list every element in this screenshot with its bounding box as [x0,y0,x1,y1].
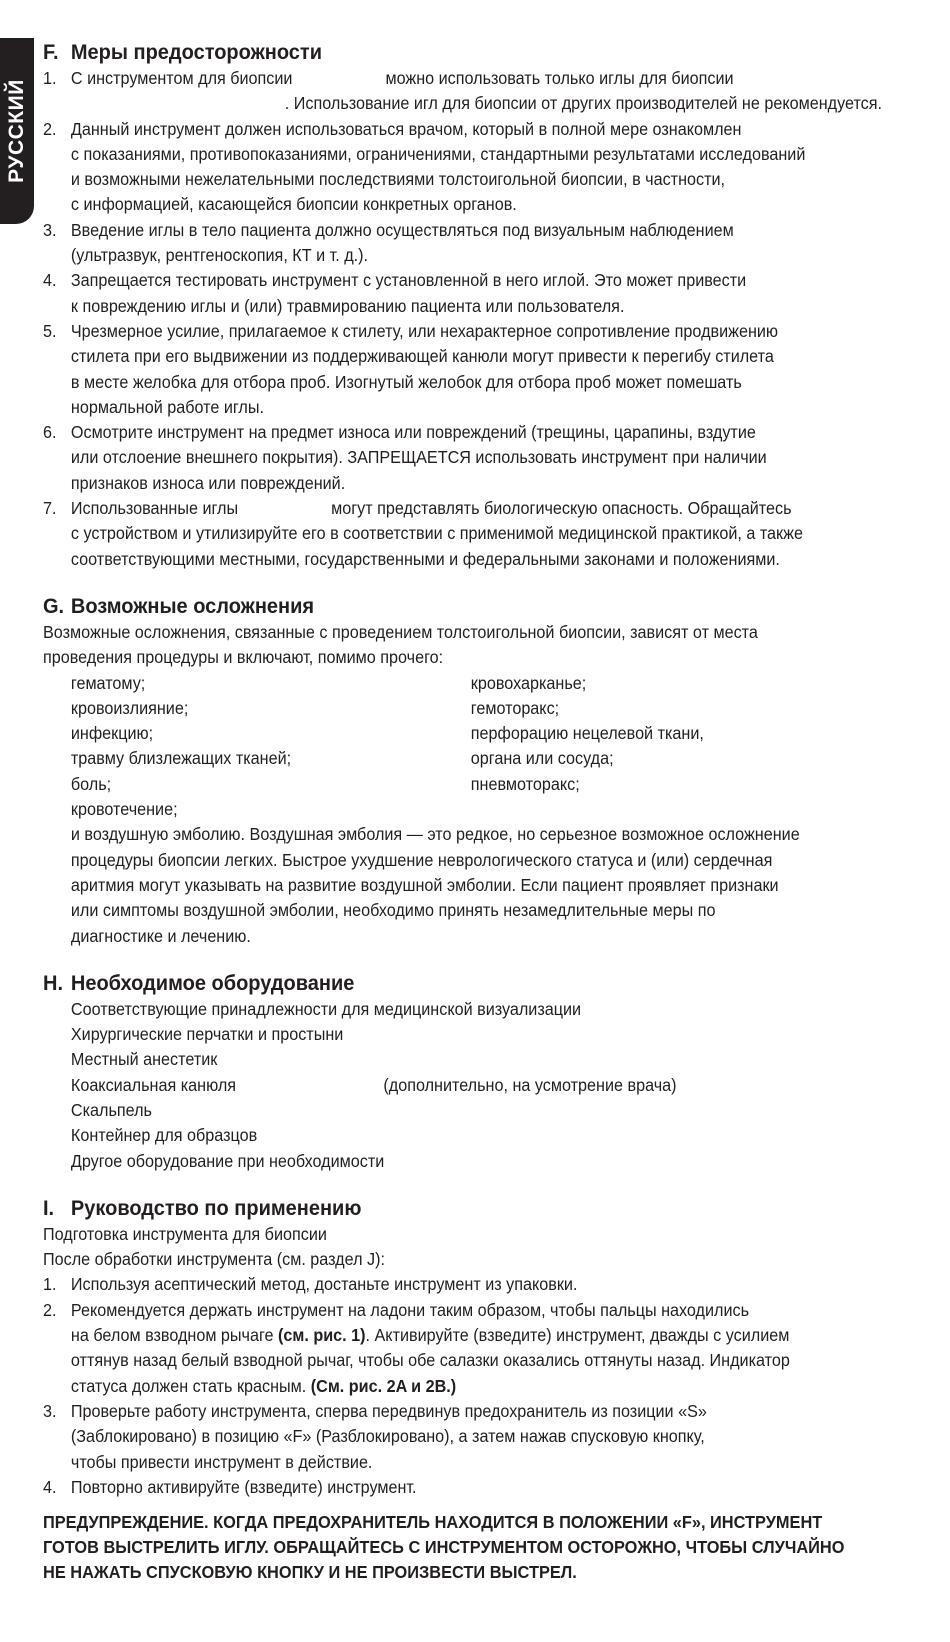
item-line [71,218,843,243]
section-precautions [43,38,883,572]
item-line [71,192,843,217]
language-tab [0,38,34,224]
intro-line: проведения процедуры и включают, помимо прочего: [43,647,444,668]
document-body [43,38,883,1585]
equipment-item [43,1022,843,1047]
instructions-intro: После обработки инструмента (см. раздел J): [43,1249,385,1270]
item-text: нормальной работе иглы. [70,396,265,417]
closing-line: аритмия могут указывать на развитие воздушной эмболии. Если пациент проявляет признаки [70,874,779,895]
precaution-item [43,496,843,572]
step-text: Проверьте работу инструмента, сперва передвинув предохранитель из позиции «S» [70,1400,707,1421]
precaution-item [43,218,843,269]
item-line [71,91,883,116]
item-line [71,243,843,268]
item-number: 5. [43,320,57,341]
section-complications-heading [43,592,843,620]
language-tab-label: РУССКИЙ [5,79,28,183]
complication-item: боль; [70,773,112,794]
item-line [71,445,843,470]
complications-intro [43,620,843,671]
step-number: 1. [43,1274,57,1295]
item-text: Введение иглы в тело пациента должно осуществляться под визуальным наблюдением [70,219,734,240]
figure-reference: (См. рис. 2A и 2B.) [310,1375,457,1396]
instruction-step [43,1298,843,1399]
step-text: (Заблокировано) в позицию «F» (Разблокировано), а затем нажав спусковую кнопку, [70,1426,705,1447]
item-text: Осмотрите инструмент на предмет износа или повреждений (трещины, царапины, вздутие [70,422,756,443]
item-text: соответствующими местными, государственными и федеральными законами и положениями. [70,548,780,569]
item-text: или отслоение внешнего покрытия). ЗАПРЕЩАЕТСЯ использовать инструмент при наличии [70,447,767,468]
section-title: Меры предосторожности [70,40,323,64]
item-text: в месте желобка для отбора проб. Изогнутый желобок для отбора проб может помешать [70,371,742,392]
item-line [71,420,843,445]
item-line [71,496,843,521]
section-instructions-heading [43,1194,843,1222]
step-text: на белом взводном рычаге [70,1325,279,1346]
equipment-name: Скальпель [70,1099,152,1120]
precaution-item [43,319,843,420]
item-text: с устройством и утилизируйте его в соответствии с применимой медицинской практикой, а также [70,523,803,544]
section-instructions [43,1194,843,1585]
closing-line: процедуры биопсии легких. Быстрое ухудшение неврологического статуса и (или) сердечная [70,849,773,870]
item-text: и возможными нежелательными последствиями толстоигольной биопсии, в частности, [70,169,726,190]
equipment-note: (дополнительно, на усмотрение врача) [383,1074,677,1095]
item-text: могут представлять биологическую опасность. Обращайтесь [331,498,792,519]
equipment-item [43,997,843,1022]
item-line [71,471,843,496]
instructions-list [43,1272,843,1500]
equipment-item [43,1098,843,1123]
equipment-name: Контейнер для образцов [70,1125,258,1146]
item-line [71,395,843,420]
item-number: 4. [43,270,57,291]
step-text: Повторно активируйте (взведите) инструмент. [70,1476,417,1497]
precautions-list [43,66,883,572]
item-text: Запрещается тестировать инструмент с установленной в него иглой. Это может привести [70,270,747,291]
complications-columns [43,671,843,797]
instruction-step [43,1399,843,1475]
step-line [71,1272,843,1297]
precaution-item [43,117,843,218]
item-text: с информацией, касающейся биопсии конкретных органов. [70,194,517,215]
complication-item: травму близлежащих тканей; [70,748,292,769]
item-number: 3. [43,219,57,240]
item-text: С инструментом для биопсии [70,68,293,88]
item-text: (ультразвук, рентгеноскопия, КТ и т. д.). [70,245,369,266]
item-line [71,167,843,192]
item-text: Использованные иглы [70,498,239,519]
equipment-item [43,1073,843,1098]
item-line [71,370,843,395]
item-text: к повреждению иглы и (или) травмированию пациента или пользователя. [70,295,625,316]
equipment-name: Хирургические перчатки и простыни [70,1024,344,1045]
section-complications [43,592,843,949]
equipment-list [43,997,843,1174]
complication-item: кровохарканье; [470,672,587,693]
closing-line: диагностике и лечению. [70,925,251,946]
step-text: Используя асептический метод, достаньте инструмент из упаковки. [70,1274,578,1295]
complication-item: пневмоторакс; [470,773,580,794]
precaution-item [43,66,883,117]
equipment-name: Другое оборудование при необходимости [70,1150,385,1171]
equipment-item [43,1149,843,1174]
figure-reference: (см. рис. 1) [278,1325,366,1346]
complication-item: органа или сосуда; [470,748,614,769]
complication-item: кровотечение; [70,799,178,820]
warning-block [43,1510,843,1585]
complication-item: инфекцию; [70,723,154,744]
step-number: 2. [43,1299,57,1320]
complication-item: кровоизлияние; [70,697,189,718]
section-title: Руководство по применению [70,1195,362,1220]
step-text: статуса должен стать красным. [70,1375,311,1396]
section-precautions-heading [43,38,843,66]
section-letter: G. [43,593,65,618]
item-text: можно использовать только иглы для биопсии [385,68,734,88]
item-text: стилета при его выдвижении из поддерживающей канюли могут привести к перегибу стилета [70,346,774,367]
closing-line: и воздушную эмболию. Воздушная эмболия — это редкое, но серьезное возможное осложнение [70,824,800,845]
item-number: 2. [43,118,57,139]
item-line [71,142,843,167]
step-number: 3. [43,1400,57,1421]
section-title: Необходимое оборудование [70,970,355,995]
step-text: чтобы привести инструмент в действие. [70,1451,373,1472]
closing-line: или симптомы воздушной эмболии, необходимо принять незамедлительные меры по [70,900,716,921]
complication-item: гемоторакс; [470,697,560,718]
warning-line: НЕ НАЖАТЬ СПУСКОВУЮ КНОПКУ И НЕ ПРОИЗВЕСТИ ВЫСТРЕЛ. [43,1562,577,1583]
item-line [71,117,843,142]
intro-line: Возможные осложнения, связанные с проведением толстоигольной биопсии, зависят от места [43,621,758,642]
warning-line: ПРЕДУПРЕЖДЕНИЕ. КОГДА ПРЕДОХРАНИТЕЛЬ НАХОДИТСЯ В ПОЛОЖЕНИИ «F», ИНСТРУМЕНТ [43,1512,823,1533]
section-title: Возможные осложнения [70,593,315,618]
step-text: Рекомендуется держать инструмент на ладони таким образом, чтобы пальцы находились [70,1299,750,1320]
item-number: 6. [43,422,57,443]
item-number: 1. [43,68,57,88]
item-line [71,294,843,319]
complications-left-list [71,671,471,797]
equipment-name: Местный анестетик [70,1049,218,1070]
equipment-item [43,1123,843,1148]
equipment-item [43,1047,843,1072]
item-text: Чрезмерное усилие, прилагаемое к стилету, или нехарактерное сопротивление продвижению [70,320,779,341]
step-line [71,1298,843,1323]
section-equipment-heading [43,969,843,997]
item-line [71,319,843,344]
item-line [71,66,843,91]
section-letter: H. [43,970,63,995]
section-equipment [43,969,843,1174]
section-letter: I. [43,1195,55,1220]
step-line [71,1348,843,1373]
step-number: 4. [43,1476,57,1497]
complication-item: гематому; [70,672,146,693]
item-text: признаков износа или повреждений. [70,472,346,493]
step-text: . Активируйте (взведите) инструмент, дважды с усилием [365,1325,790,1346]
precaution-item [43,420,843,496]
equipment-name: Соответствующие принадлежности для медицинской визуализации [70,998,582,1019]
section-letter: F. [43,40,59,64]
item-line [71,268,843,293]
step-line [71,1475,843,1500]
item-line [71,547,843,572]
step-line [71,1374,843,1399]
item-text: . Использование игл для биопсии от других производителей не рекомендуется. [284,93,883,114]
step-line [71,1450,843,1475]
instructions-subtitle: Подготовка инструмента для биопсии [43,1223,327,1244]
item-text: Данный инструмент должен использоваться врачом, который в полной мере ознакомлен [70,118,742,139]
complications-closing [43,822,843,948]
precaution-item [43,268,843,319]
equipment-name: Коаксиальная канюля [70,1074,237,1095]
instruction-step [43,1272,843,1297]
instruction-step [43,1475,843,1500]
warning-line: ГОТОВ ВЫСТРЕЛИТЬ ИГЛУ. ОБРАЩАЙТЕСЬ С ИНСТРУМЕНТОМ ОСТОРОЖНО, ЧТОБЫ СЛУЧАЙНО [43,1537,845,1558]
step-line [71,1323,843,1348]
item-line [71,344,843,369]
step-text: оттянув назад белый взводной рычаг, чтобы обе салазки оказались оттянуты назад. Индикатор [70,1350,790,1371]
item-text: с показаниями, противопоказаниями, ограничениями, стандартными результатами исследований [70,143,806,164]
step-line [71,1424,843,1449]
item-number: 7. [43,498,57,519]
step-line [71,1399,843,1424]
complications-right-list [471,671,843,797]
item-line [71,521,843,546]
complication-item: перфорацию нецелевой ткани, [470,723,704,744]
